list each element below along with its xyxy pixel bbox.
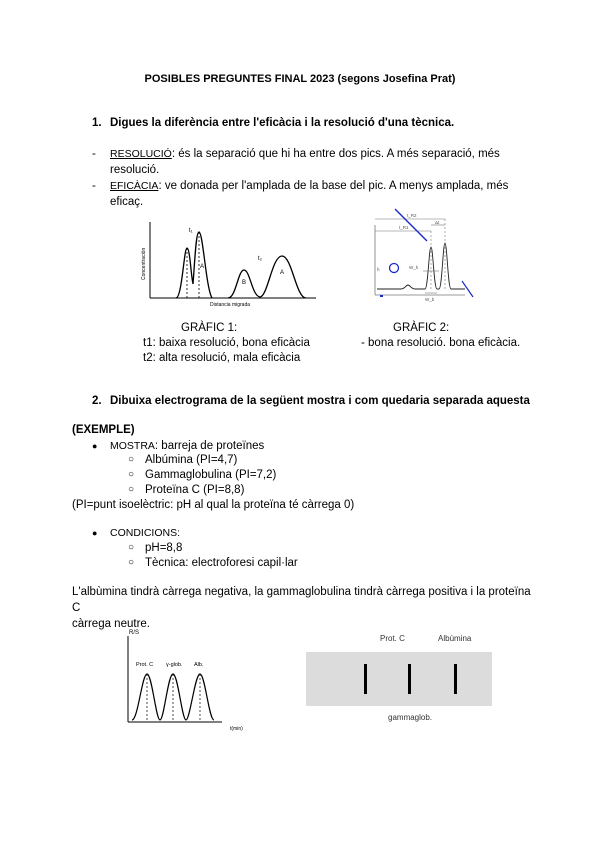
condicions-label	[110, 525, 180, 541]
graph-1-line2: t2: alta resolució, mala eficàcia	[143, 352, 301, 364]
gel-band-albumina	[454, 664, 457, 694]
q1-bullet-1-dash: -	[92, 148, 96, 160]
electrogram-xlabel: t(min)	[230, 726, 243, 732]
condicions-label-text: CONDICIONS:	[110, 527, 181, 539]
graph-1-line1: t1: baixa resolució, bona eficàcia	[143, 337, 310, 349]
q1-text: Digues la diferència entre l'eficàcia i la resolució d'una tècnica.	[110, 117, 455, 129]
graph-1-peak-a2: A	[280, 270, 285, 276]
protein-c: Proteïna C (PI=8,8)	[145, 484, 245, 496]
protein-2-bullet: ○	[128, 469, 135, 480]
protein-3-bullet: ○	[128, 484, 135, 495]
graph-1-peak-a1: A	[200, 264, 205, 270]
eficacia-term: EFICÀCIA	[110, 180, 159, 192]
condition-1-bullet: ○	[128, 542, 135, 553]
graph-1-caption: GRÀFIC 1:	[181, 322, 238, 334]
q2-text: Dibuixa electrograma de la següent mostra i com quedaria separada aquesta	[110, 395, 530, 407]
gel-band-gammaglob	[408, 664, 411, 694]
protein-gammaglobulina: Gammaglobulina (PI=7,2)	[145, 469, 277, 481]
eficacia-line1: : ve donada per l'amplada de la base del pic. A menys amplada, més	[158, 180, 509, 192]
gel-strip	[306, 652, 492, 706]
gel-left-label: Prot. C	[380, 634, 405, 643]
protein-1-bullet: ○	[128, 454, 135, 465]
graph-2-chromatogram	[365, 205, 485, 305]
condition-tecnica: Tècnica: electroforesi capil·lar	[145, 557, 298, 569]
answer-line1: L'albùmina tindrà càrrega negativa, la gammaglobulina tindrà càrrega positiva i la proteïna C	[72, 586, 531, 614]
protein-albumina: Albúmina (PI=4,7)	[145, 454, 238, 466]
graph-2-tr2-label: t_R2	[407, 213, 417, 218]
gel-bottom-label: gammaglob.	[388, 713, 433, 722]
q1-bullet-1	[110, 146, 540, 178]
resolucio-term: RESOLUCIÓ	[110, 148, 172, 160]
mostra-label: MOSTRA	[110, 440, 155, 452]
resolucio-line1: : és la separació que hi ha entre dos pics. A més separació, més	[171, 148, 500, 160]
q2-number: 2.	[92, 395, 102, 407]
graph-1-chromatogram	[140, 218, 320, 310]
resolucio-line2: resolució.	[110, 164, 160, 176]
condition-2-bullet: ○	[128, 557, 135, 568]
electrogram-sketch	[122, 622, 252, 734]
page-title: POSIBLES PREGUNTES FINAL 2023 (segons Josefina Prat)	[144, 73, 456, 85]
pi-note: (PI=punt isoelèctric: pH al qual la proteïna té càrrega 0)	[72, 499, 355, 511]
q1-bullet-2-dash: -	[92, 180, 96, 192]
graph-1-peak-b: B	[242, 280, 247, 286]
condition-ph: pH=8,8	[145, 542, 183, 554]
q1-number: 1.	[92, 117, 102, 129]
gel-band-prot-c	[364, 664, 367, 694]
graph-2-tr1-label: t_R1	[399, 225, 409, 230]
condicions-bullet: ●	[92, 528, 98, 538]
graph-1-ylabel: Concentración	[141, 247, 147, 280]
mostra-text: : barreja de proteïnes	[154, 440, 265, 452]
electrogram-peak-prot-c: Prot. C	[136, 662, 154, 668]
electrogram-peak-gamma: γ-glob.	[166, 662, 183, 668]
graph-2-line1: - bona resolució. bona eficàcia.	[361, 337, 521, 349]
graph-2-dt-label: Δt	[435, 220, 440, 225]
gel-right-label: Albùmina	[438, 634, 472, 643]
electrogram-ylabel: R/S	[129, 630, 140, 636]
electrogram-peak-alb: Alb.	[194, 662, 204, 668]
graph-1-t2-label: t₂	[258, 256, 262, 262]
graph-2-caption: GRÀFIC 2:	[393, 322, 450, 334]
graph-2-h-label: h	[377, 267, 380, 272]
graph-2-wh-label: W_h	[409, 265, 419, 270]
graph-1-xlabel: Distancia migrada	[210, 302, 251, 308]
graph-2-wb-label: W_b	[425, 297, 435, 302]
q2-example-label: (EXEMPLE)	[72, 424, 135, 436]
eficacia-line2: eficaç.	[110, 196, 144, 208]
mostra-bullet: ●	[92, 441, 98, 451]
answer-line2: càrrega neutre.	[72, 618, 150, 630]
graph-1-t1-label: t₁	[189, 228, 193, 234]
